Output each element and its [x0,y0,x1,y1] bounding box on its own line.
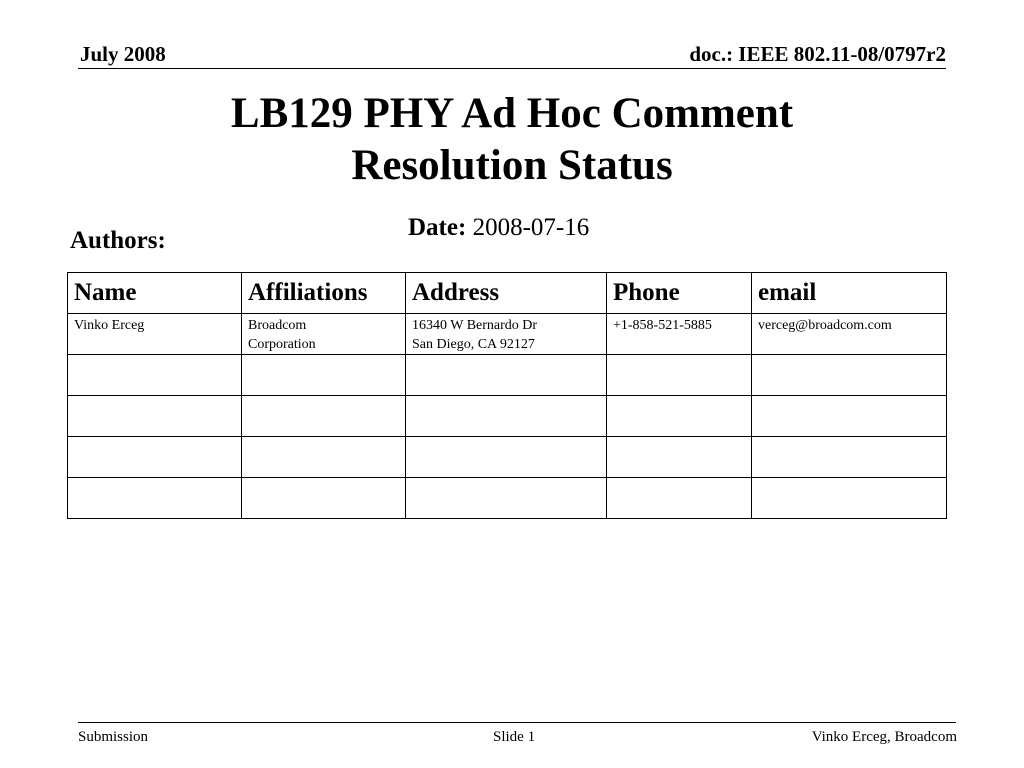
cell-address-line1: 16340 W Bernardo Dr [412,318,538,333]
column-header-email: email [752,273,947,314]
date-value: 2008-07-16 [472,214,590,241]
header-date: July 2008 [80,42,166,66]
footer-submission: Submission [78,729,149,745]
empty-cell [406,437,607,478]
column-header-address: Address [406,273,607,314]
empty-cell [406,355,607,396]
empty-cell [406,478,607,519]
table-row [68,314,947,355]
table-row-empty [68,396,947,437]
empty-cell [752,437,947,478]
cell-address [406,314,607,355]
cell-name: Vinko Erceg [68,314,242,355]
slide-title-line2: Resolution Status [351,142,673,189]
cell-affiliation-line2: Corporation [248,337,316,352]
column-header-name: Name [68,273,242,314]
slide-title [112,88,912,192]
empty-cell [607,355,752,396]
cell-phone: +1-858-521-5885 [607,314,752,355]
table-header-row [68,273,947,314]
footer-author: Vinko Erceg, Broadcom [811,729,957,745]
table-row-empty [68,478,947,519]
empty-cell [752,396,947,437]
slide-title-line1: LB129 PHY Ad Hoc Comment [230,90,794,137]
empty-cell [242,437,406,478]
table-row-empty [68,437,947,478]
header-doc-id: doc.: IEEE 802.11-08/0797r2 [689,42,946,66]
cell-email: verceg@broadcom.com [752,314,947,355]
footer-rule [78,722,956,723]
empty-cell [752,355,947,396]
cell-affiliation [242,314,406,355]
empty-cell [752,478,947,519]
date-label: Date: [408,214,467,241]
header-rule [78,68,946,69]
empty-cell [607,396,752,437]
empty-cell [607,437,752,478]
empty-cell [68,355,242,396]
cell-address-line2: San Diego, CA 92127 [412,337,535,352]
authors-table [67,272,947,519]
column-header-phone: Phone [607,273,752,314]
table-row-empty [68,355,947,396]
empty-cell [68,478,242,519]
column-header-affiliations: Affiliations [242,273,406,314]
cell-affiliation-line1: Broadcom [248,318,307,333]
authors-label: Authors: [70,227,166,254]
footer-slide-number: Slide 1 [493,729,536,745]
empty-cell [68,396,242,437]
empty-cell [242,396,406,437]
empty-cell [242,355,406,396]
empty-cell [406,396,607,437]
empty-cell [242,478,406,519]
empty-cell [68,437,242,478]
date-line [408,214,589,242]
empty-cell [607,478,752,519]
